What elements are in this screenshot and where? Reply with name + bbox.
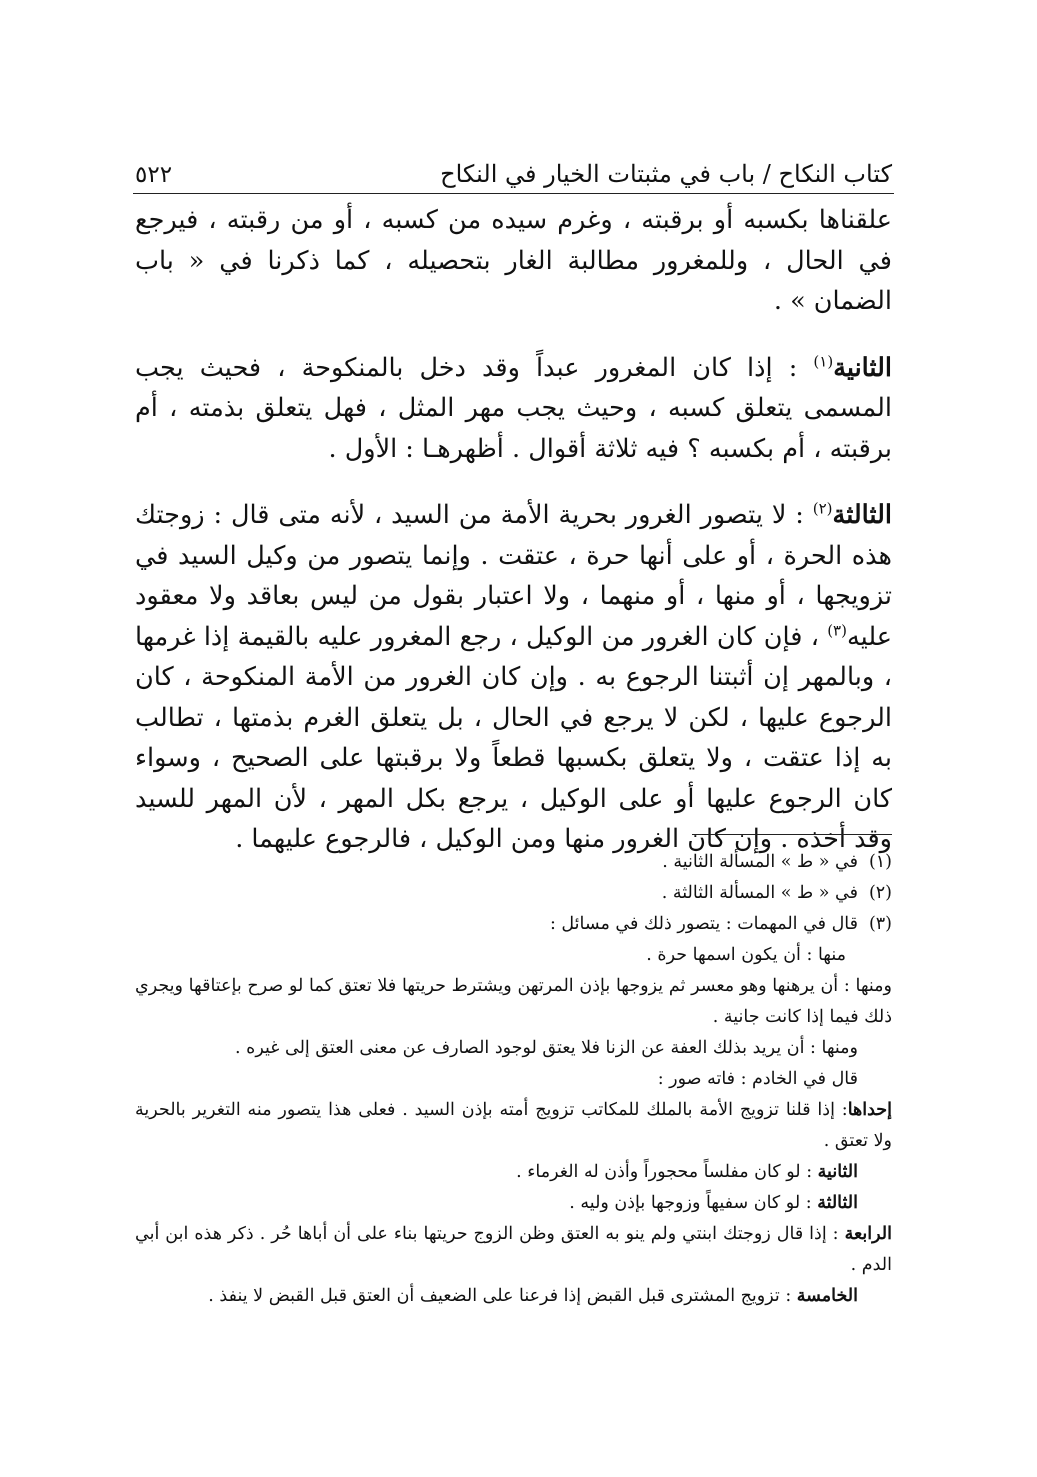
paragraph-3-label: الثالثة [832,500,892,530]
footnote-1 [135,847,892,878]
paragraph-3-text-b: ، فإن كان الغرور من الوكيل ، رجع المغرور عليه بالقيمة إذا غرمها ، وبالمهر إن أثبتنا الرجوع به . وإن كان الغرور من الأمة المنكوحة ، كان الرجوع عليها ، لكن لا يرجع في الحال ، بل يتعلق الغرم بذمتها ، تطالب به إذا عتقت ، ولا يتعلق بكسبها قطعاً ولا برقبتها على الصحيح ، وسواء كان الرجوع عليها أو على الوكيل ، يرجع بكل المهر ، لأن المهر للسيد وقد أخذه . وإن كان الغرور منها ومن الوكيل ، فالرجوع عليهما . [135,621,893,854]
footnote-3-line-6-text: : لو كان مفلساً محجوراً وأذن له الغرماء . [516,1162,818,1182]
header-divider [133,193,894,194]
footnote-3-line-8 [135,1219,892,1281]
footnote-3-line-5 [135,1095,892,1157]
footnote-ref-1[interactable]: (١) [813,352,834,370]
footnote-ref-3[interactable]: (٣) [827,621,847,639]
page-number: ٥٢٢ [135,162,173,188]
footnote-3-line-7-text: : لو كان سفيهاً وزوجها بإذن وليه . [569,1193,818,1213]
paragraph-2-text: : إذا كان المغرور عبداً وقد دخل بالمنكوحة ، فحيث يجب المسمى يتعلق كسبه ، وحيث يجب مهر المثل ، فهل يتعلق بذمته ، أم برقبته ، أم بكسبه ؟ فيه ثلاثة أقوال . أظهرهـا : الأول . [135,352,892,464]
footnote-3-line-3: ومنها : أن يريد بذلك العفة عن الزنا فلا يعتق لوجود الصارف عن معنى العتق إلى غيره . [235,1038,858,1058]
footnote-3-line-1: منها : أن يكون اسمها حرة . [646,945,846,965]
footnote-3-line-6-label: الثانية [817,1162,858,1182]
footnote-2 [135,878,892,909]
footnote-1-text: في « ط » المسألة الثانية . [662,852,858,872]
header-title: كتاب النكاح / باب في مثبتات الخيار في النكاح [440,160,892,188]
footnote-3-line-4: قال في الخادم : فاته صور : [657,1069,858,1089]
footnote-3-line-9-label: الخامسة [796,1286,858,1306]
paragraph-2 [135,348,892,470]
footnote-3-line-7-label: الثالثة [817,1193,858,1213]
footnote-2-text: في « ط » المسألة الثالثة . [661,883,858,903]
footnote-ref-2[interactable]: (٢) [812,499,833,518]
paragraph-2-label: الثانية [833,352,892,383]
footnote-3-line-2: ومنها : أن يرهنها وهو معسر ثم يزوجها بإذن المرتهن ويشترط حريتها فلا تعتق كما لو صرح بإعتاقها ويجري ذلك فيما إذا كانت جانية . [135,976,892,1027]
footnote-1-number: (١) [868,852,892,872]
footnote-3-text: قال في المهمات : يتصور ذلك في مسائل : [549,914,858,934]
footnote-divider [692,834,892,835]
footnote-3-number: (٣) [868,914,892,934]
paragraph-3 [135,495,892,860]
footnote-3-line-8-label: الرابعة [844,1224,892,1244]
footnote-3 [135,909,892,940]
main-text [135,200,892,860]
footnotes [135,847,892,1312]
footnote-3-line-9-text: : تزويج المشترى قبل القبض إذا فرعنا على الضعيف أن العتق قبل القبض لا ينفذ . [208,1286,797,1306]
paragraph-1: علقناها بكسبه أو برقبته ، وغرم سيده من كسبه ، أو من رقبته ، فيرجع في الحال ، وللمغرور مطالبة الغار بتحصيله ، كما ذكرنا في « باب الضمان » . [135,205,892,316]
footnote-3-line-6 [135,1157,892,1188]
footnote-3-line-5-label: إحداها [847,1100,892,1120]
footnote-3-line-7 [135,1188,892,1219]
footnote-3-line-8-text: : إذا قال زوجتك ابنتي ولم ينو به العتق وظن الزوج حريتها بناء على أن أباها حُر . ذكر هذه ابن أبي الدم . [135,1224,892,1275]
running-header [135,148,892,188]
footnote-3-line-9 [135,1281,892,1312]
paragraph-3-text-a: : لا يتصور الغرور بحرية الأمة من السيد ، لأنه متى قال : زوجتك هذه الحرة ، أو على أنها حرة ، عتقت . وإنما يتصور من وكيل السيد في تزويجها ، أو منها ، أو منهما ، ولا اعتبار بقول من ليس بعاقد ولا معقود عليه [135,500,892,652]
footnote-3-line-5-text: : إذا قلنا تزويج الأمة بالملك للمكاتب تزويج أمته بإذن السيد . فعلى هذا يتصور منه التغرير بالحرية ولا تعتق . [135,1100,892,1151]
footnote-2-number: (٢) [868,883,892,903]
